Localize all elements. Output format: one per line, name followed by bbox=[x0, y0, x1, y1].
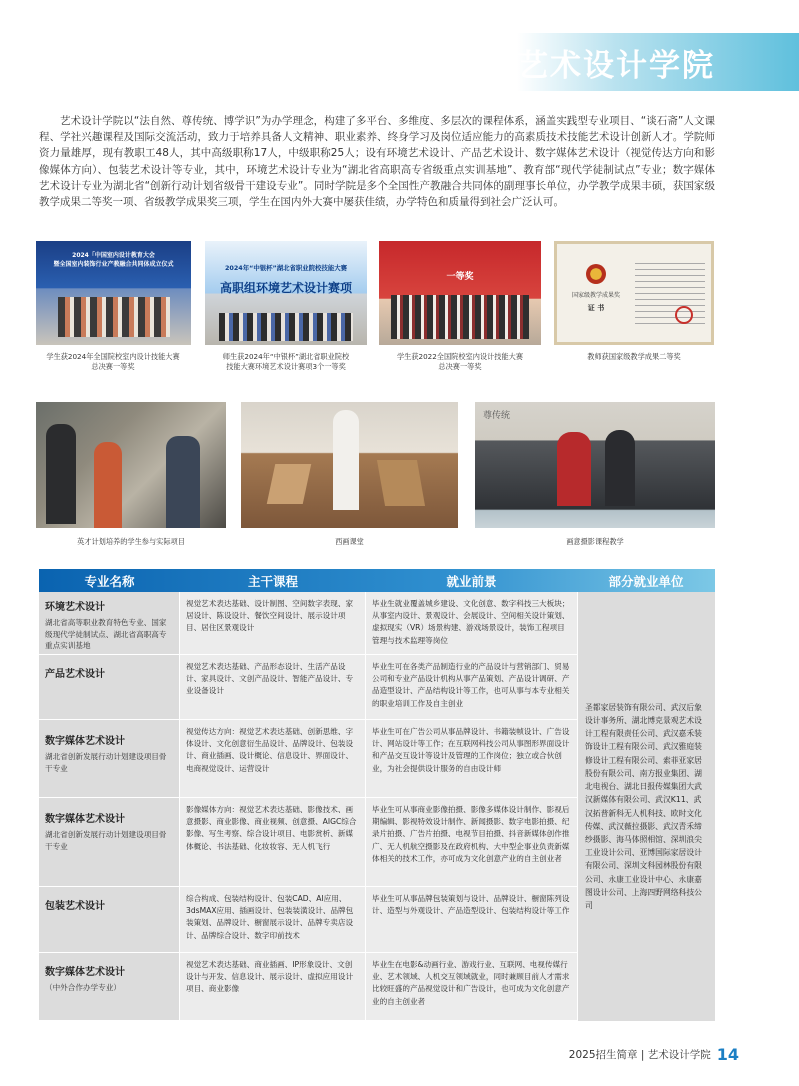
major-courses: 视觉艺术表达基础、设计制图、空间数字表现、家居设计、陈设设计、餐饮空间设计、展示设计项目、居住区景观设计 bbox=[180, 592, 366, 654]
header-courses: 主干课程 bbox=[247, 573, 298, 589]
footer-text: 2025招生简章 | 艺术设计学院 bbox=[568, 1049, 711, 1061]
photo-caption: 师生获2024年“中银杯”湖北省职业院校 技能大赛环境艺术设计赛项3个一等奖 bbox=[222, 352, 350, 371]
major-courses: 影像媒体方向：视觉艺术表达基础、影像技术、画意摄影、商业影像、商业视频、创意摄、AIGC综合影像、写生考察、综合设计项目、电影赏析、新媒体概论、书法基础、化妆妆容、无人机飞行 bbox=[180, 798, 366, 886]
table-row bbox=[39, 798, 577, 887]
photo-caption: 学生获2022全国院校室内设计技能大赛 总决赛一等奖 bbox=[396, 352, 524, 371]
major-courses: 视觉艺术表达基础、商业插画、IP形象设计、文创设计与开发、信息设计、展示设计、虚拟应用设计项目、商业影像 bbox=[180, 953, 366, 1020]
major-note: 湖北省高等职业教育特色专业、国家级现代学徒制试点、湖北省高职高专重点实训基地 bbox=[45, 618, 167, 650]
table-row bbox=[39, 953, 577, 1021]
page-title: 艺术设计学院 bbox=[517, 48, 715, 84]
major-prospects: 毕业生在电影&动画行业、游戏行业、互联网、电视传媒行业、艺术领域、人机交互领域就业，同时兼顾目前人才需求比较旺盛的产品视觉设计和广告设计，也可成为文化创意产业的自主创业者 bbox=[366, 953, 577, 1020]
footer bbox=[569, 1045, 739, 1064]
photo-caption: 西画课堂 bbox=[335, 537, 364, 546]
table-row bbox=[39, 655, 577, 720]
photo-painting-class bbox=[241, 402, 458, 528]
photo-photography-class bbox=[475, 402, 715, 528]
major-prospects: 毕业生可从事商业影像拍摄、影像多媒体设计制作、影视后期编辑、影视特效设计制作、新闻摄影、数字电影拍摄、纪录片拍摄、广告片拍摄、电视节目拍摄、抖音新媒体创作推广、无人机航空摄影及在政府机构、大中型企事业负责新媒体相关的技术工作，亦可成为文化创意产业的自主创业者 bbox=[366, 798, 577, 886]
major-courses: 视觉传达方向：视觉艺术表达基础、创新思维、字体设计、文化创意衍生品设计、品牌设计、包装设计、商业插画、设计概论、信息设计、界面设计、电商视觉设计、运营设计 bbox=[180, 720, 366, 797]
photo-talent-project bbox=[36, 402, 226, 528]
major-prospects: 毕业生可在各类产品制造行业的产品设计与营销部门、贸易公司和专业产品设计机构从事产品策划、产品设计调研、产品造型设计、产品结构设计等工作，也可从事与本专业相关的职业培训工作及自主创业 bbox=[366, 655, 577, 719]
major-prospects: 毕业生就业覆盖城乡建设、文化创意、数字科技三大板块；从事室内设计、景观设计、会展设计、空间相关设计策划、虚拟现实（VR）场景构建、游戏场景设计，装饰工程项目管理与技术监理等岗位 bbox=[366, 592, 577, 654]
table-row bbox=[39, 887, 577, 953]
major-courses: 综合构成、包装结构设计、包装CAD、AI应用、3dsMAX应用、插画设计、包装装潢设计、品牌包装策划、品牌设计、橱窗展示设计、品牌专卖店设计、品牌综合设计、数字印前技术 bbox=[180, 887, 366, 952]
certificate-subtitle: 证 书 bbox=[587, 304, 605, 312]
photo-overlay-text: 2024「中国室内设计教育大会 暨全国室内装饰行业产教融合共同体成立仪式 bbox=[53, 252, 174, 268]
major-courses: 视觉艺术表达基础、产品形态设计、生活产品设计、家具设计、文创产品设计、智能产品设计、专业设备设计 bbox=[180, 655, 366, 719]
header-major: 专业名称 bbox=[84, 573, 135, 589]
major-note: 湖北省创新发展行动计划建设项目骨干专业 bbox=[45, 830, 167, 851]
major-name: 环境艺术设计 bbox=[45, 602, 105, 613]
major-name: 数字媒体艺术设计 bbox=[45, 736, 125, 747]
major-note: 湖北省创新发展行动计划建设项目骨干专业 bbox=[45, 752, 167, 773]
major-name: 包装艺术设计 bbox=[45, 901, 105, 912]
photo-interior-award-2024 bbox=[36, 241, 191, 345]
major-prospects: 毕业生可在广告公司从事品牌设计、书籍装帧设计、广告设计、网站设计等工作；在互联网科技公司从事图形界面设计和产品交互设计等设计及管理的工作岗位；独立或合伙创业，为社会提供设计服务的自由设计师 bbox=[366, 720, 577, 797]
intro-paragraph: 艺术设计学院以“法自然、尊传统、博学识”为办学理念，构建了多平台、多维度、多层次的课程体系，涵盖实践型专业项目、“谈石斋”人文课程、学社兴趣课程及国际交流活动，致力于培养具备人文精神、职业素养、终身学习及岗位适应能力的高素质技术技能艺术设计创新人才。学院师资力量雄厚，现有教职工48人，其中高级职称17人，中级职称25人；设有环境艺术设计、产品艺术设计、数字媒体艺术设计（视觉传达方向和影像媒体方向）、包装艺术设计等专业，其中，环境艺术设计专业为“湖北省高职高专省级重点实训基地”、教育部“现代学徒制试点”专业；数字媒体艺术设计专业为湖北省“创新行动计划省级骨干建设专业”。同时学院是多个全国性产教融合共同体的副理事长单位，办学教学成果丰硕，获国家级教学成果二等奖一项、省级教学成果奖三项，学生在国内外大赛中屡获佳绩，办学特色和质量得到社会广泛认可。 bbox=[39, 115, 715, 209]
major-name: 数字媒体艺术设计 bbox=[45, 967, 125, 978]
photo-overlay-text: 高职组环境艺术设计赛项 bbox=[219, 281, 352, 295]
table-row bbox=[39, 720, 577, 798]
photo-caption: 英才计划培养的学生参与实际项目 bbox=[77, 537, 185, 546]
page-number: 14 bbox=[716, 1045, 739, 1064]
major-note: （中外合作办学专业） bbox=[45, 983, 121, 992]
employers-cell bbox=[577, 592, 715, 1021]
photo-overlay-text: 2024年“中银杯”湖北省职业院校技能大赛 bbox=[224, 264, 348, 272]
employers-list: 圣都家居装饰有限公司、武汉后象设计事务所、湖北博克景观艺术设计工程有限责任公司、武汉嘉禾装饰设计工程有限公司、武汉雅庭装修设计工程有限公司、索菲亚家居股份有限公司、南方报业集团、湖北电视台、湖北日报传媒集团大武汉新媒体有限公司、武汉K11、武汉拓普新科无人机科技、欧时文化传媒、武汉薇拉摄影、武汉青禾缔纱摄影、海马体照相馆、深圳浪尖工业设计公司、亚博国际家居设计有限公司、深圳文科园林股份有限公司、永康工业设计中心、永康嘉图设计公司、上海四野网络科技公司 bbox=[585, 702, 702, 910]
photo-interior-award-2022 bbox=[379, 241, 541, 345]
major-prospects: 毕业生可从事品牌包装策划与设计、品牌设计、橱窗陈列设计、造型与外观设计、产品造型设计、包装结构设计等工作 bbox=[366, 887, 577, 952]
majors-table bbox=[39, 569, 715, 1021]
photo-overlay-text: 尊传统 bbox=[483, 411, 511, 421]
header-employers: 部分就业单位 bbox=[608, 573, 684, 589]
major-name: 数字媒体艺术设计 bbox=[45, 814, 125, 825]
major-name: 产品艺术设计 bbox=[45, 669, 105, 680]
table-header bbox=[39, 569, 715, 592]
photo-caption: 教师获国家级教学成果二等奖 bbox=[587, 352, 681, 361]
certificate-title: 国家级教学成果奖 bbox=[571, 292, 620, 299]
table-row bbox=[39, 592, 577, 655]
header-prospects: 就业前景 bbox=[446, 573, 497, 589]
photo-zhongyin-cup bbox=[205, 241, 367, 345]
photo-overlay-text: 一等奖 bbox=[446, 272, 474, 282]
photo-caption: 学生获2024年全国院校室内设计技能大赛 总决赛一等奖 bbox=[46, 352, 180, 371]
photo-caption: 画意摄影课程教学 bbox=[566, 537, 624, 546]
photo-certificate bbox=[554, 241, 714, 345]
